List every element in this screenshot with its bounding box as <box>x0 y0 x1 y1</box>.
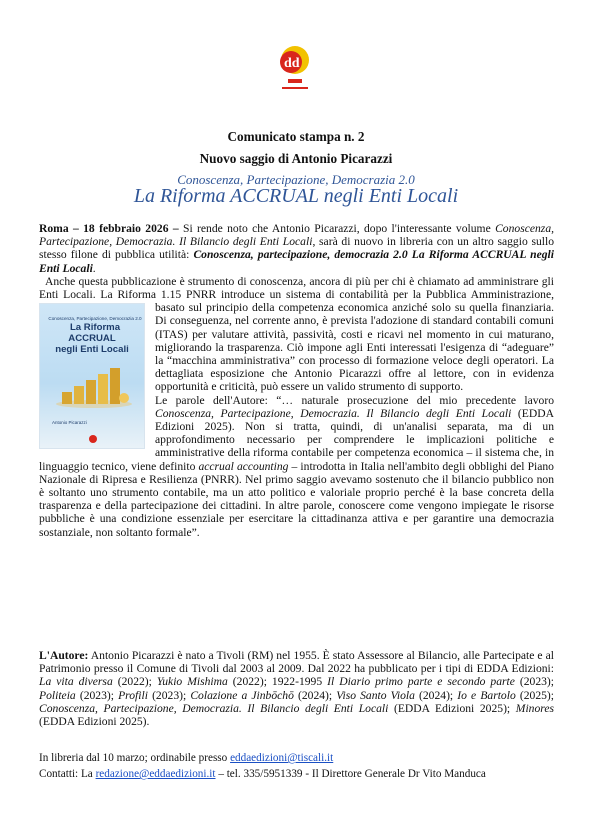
coins-illustration <box>54 366 132 408</box>
subtitle-line2: La Riforma ACCRUAL negli Enti Locali <box>133 185 459 207</box>
new-essay-heading: Nuovo saggio di Antonio Picarazzi <box>199 151 393 166</box>
press-release-number: Comunicato stampa n. 2 <box>227 129 365 144</box>
book-cover-image: Conoscenza, Partecipazione, Democrazia 2.0 La Riforma ACCRUAL negli Enti Locali Antonio Picarazzi <box>39 303 145 449</box>
order-email-link[interactable]: eddaedizioni@tiscali.it <box>230 752 334 764</box>
previous-book-title: Conoscenza, Partecipazione, Democrazia. Il Bilancio degli Enti Locali <box>39 222 555 249</box>
subtitle-line1: Conoscenza, Partecipazione, Democrazia 2.0 <box>177 172 415 187</box>
author-bio: L'Autore: Antonio Picarazzi è nato a Tivoli (RM) nel 1955. È stato Assessore al Bilancio, alle Partecipate e al Patrimonio presso il Comune di Tivoli dal 2003 al 2009. Dal 2022 ha pubblicato per i tipi di EDDA Edizioni: La vita diversa (2022); Yukio Mishima (2022); 1922-1995 Il Diario primo parte e secondo parte (2023); Politeia (2023); Profili (2023); Colazione a Jinbōchō (2024); Viso Santo Viola (2024); Io e Bartolo (2025); Conoscenza, Partecipazione, Democrazia. Il Bilancio degli Enti Locali (EDDA Edizioni 2025); Minores (EDDA Edizioni 2025). <box>39 649 554 729</box>
press-release-body <box>39 222 554 539</box>
new-book-title: Conoscenza, partecipazione, democrazia 2.0 La Riforma ACCRUAL negli Enti Locali <box>39 248 554 275</box>
editorial-email-link[interactable]: redazione@eddaedizioni.it <box>95 768 216 780</box>
availability-line: In libreria dal 10 marzo; ordinabile presso eddaedizioni@tiscali.it <box>39 752 334 764</box>
edda-logo <box>274 44 316 102</box>
svg-text:dd: dd <box>284 56 300 71</box>
publisher-mark-icon <box>88 434 98 444</box>
paragraph-intro: Roma – 18 febbraio 2026 – Si rende noto che Antonio Picarazzi, dopo l'interessante volume Conoscenza, Partecipazione, Democrazia. Il Bilancio degli Enti Locali, sarà di nuovo in libreria con un altro saggio sullo stesso filone di pubblica utilità: Conoscenza, partecipazione, democrazia 2.0 La Riforma ACCRUAL negli Enti Locali. <box>39 222 555 275</box>
place-date: Roma – 18 febbraio 2026 – <box>39 222 179 235</box>
paragraph-description: Anche questa pubblicazione è strumento di conoscenza, ancora di più per chi è chiamato ad amministrare gli Enti Locali. La Riforma 1.15 PNRR introduce un sistema di contabilità per la Pubblica Amministrazione, basato sul principio della competenza economica anziché solo su Conoscenza, Partecipazione, Democrazia 2.0 La Riforma ACCRUAL negli Enti Locali Antonio Picarazzi quella finanziaria. Di conseguenza, nel corrente anno, è prevista l'adozione di standard contabili comuni (ITAS) per valutare attività, passività, costi e ricavi nel momento in cui maturano, migliorando la trasparenza. Ciò impone agli Enti interessati l'esigenza di “adeguare” la “macchina amministrativa” con processo di formazione veloce degli operatori. La dettagliata esposizione che Antonio Picarazzi offre al lettore, con in evidenza opportunità e criticità, può essere un valido strumento di supporto. <box>39 275 554 394</box>
author-label: L'Autore: <box>39 649 89 662</box>
contacts-line: Contatti: La redazione@eddaedizioni.it – tel. 335/5951339 - Il Direttore Generale Dr Vito Manduca <box>39 768 486 780</box>
paragraph-author-quote: Le parole dell'Autore: “… naturale prosecuzione del mio precedente lavoro Conoscenza, Partecipazione, Democrazia. Il Bilancio degli Enti Locali (EDDA Edizioni 2025). Non si tratta, quindi, di un'analisi separata, ma di un approfondimento necessario per comprendere le implicazioni politiche e amministrative della riforma contabile per competenza economica – il sistema che, in linguaggio tecnico, viene definito accrual accounting – introdotta in Italia nell'ambito degli obblighi del Piano Nazionale di Ripresa e Resilienza (PNRR). Nel primo saggio avevamo sostenuto che il bilancio pubblico non è soltanto uno strumento contabile, ma un atto politico e valoriale proprio perché è la base concreta della trasparenza e della partecipazione dei cittadini. In altre parole, conoscere come vengono impiegate le risorse pubbliche è una condizione essenziale per esercitare la cittadinanza attiva e per garantire una democrazia sostanziale, non soltanto formale”. <box>39 393 554 539</box>
